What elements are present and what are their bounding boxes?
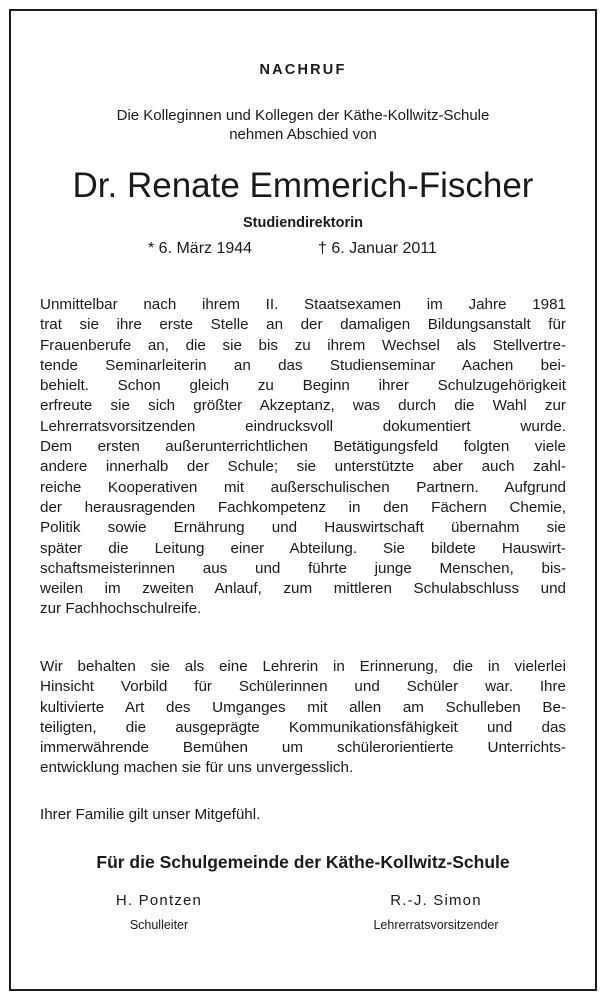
intro-line-2: nehmen Abschied von <box>229 126 377 143</box>
signer-council-chair <box>326 892 546 932</box>
paragraph-line: der herausragenden Fachkompetenz in den Fächern Chemie, <box>40 498 566 516</box>
paragraph-line: immerwährende Bemühen um schülerorientierte Unterrichts- <box>40 739 566 757</box>
paragraph-line: Politik sowie Ernährung und Hauswirtschaft übernahm sie <box>40 519 566 537</box>
signer-name: H. Pontzen <box>115 892 203 909</box>
signer-role: Schulleiter <box>129 918 189 932</box>
paragraph-line: Frauenberufe an, die sie bis zu ihrem Wechsel als Stellvertre- <box>40 336 566 354</box>
paragraph-line: Ihrer Familie gilt unser Mitgefühl. <box>40 806 261 823</box>
paragraph-line: kultivierte Art des Umganges mit allen am Schulleben Be- <box>40 698 566 716</box>
signer-principal <box>54 892 264 932</box>
deceased-title: Studiendirektorin <box>242 215 364 231</box>
deceased-name: Dr. Renate Emmerich-Fischer <box>72 166 534 205</box>
obituary-heading: NACHRUF <box>259 62 347 78</box>
paragraph-line: entwicklung machen sie für uns unvergesslich. <box>40 759 354 777</box>
paragraph-line: zur Fachhochschulreife. <box>40 600 202 618</box>
paragraph-line: teiligten, die ausgeprägte Kommunikationsfähigkeit und das <box>40 718 566 736</box>
paragraph-line: Lehrerratsvorsitzenden eindrucksvoll dokumentiert wurde. <box>40 417 566 435</box>
paragraph-line: später die Leitung einer Abteilung. Sie bildete Hauswirt- <box>40 539 566 557</box>
paragraph-line: trat sie ihre erste Stelle an der damaligen Bildungsanstalt für <box>40 316 566 334</box>
signer-name: R.-J. Simon <box>390 892 482 909</box>
intro-text <box>0 106 606 144</box>
paragraph-line: schaftsmeisterinnen aus und führte junge Menschen, bis- <box>40 559 566 577</box>
intro-line-1: Die Kolleginnen und Kollegen der Käthe-Kollwitz-Schule <box>116 107 490 124</box>
paragraph-career <box>40 295 566 620</box>
birth-date: * 6. März 1944 <box>148 240 253 257</box>
signoff-line: Für die Schulgemeinde der Käthe-Kollwitz-Schule <box>96 852 510 872</box>
signer-role: Lehrerratsvorsitzender <box>373 918 499 932</box>
paragraph-line: erfreute sie sich größter Akzeptanz, was durch die Wahl zur <box>40 397 566 415</box>
paragraph-line: Unmittelbar nach ihrem II. Staatsexamen im Jahre 1981 <box>40 296 566 313</box>
paragraph-line: weilen im zweiten Anlauf, zum mittleren Schulabschluss und <box>40 580 566 598</box>
paragraph-remembrance <box>40 657 566 779</box>
paragraph-line: Wir behalten sie als eine Lehrerin in Erinnerung, die in vielerlei <box>40 658 566 675</box>
paragraph-line: Hinsicht Vorbild für Schülerinnen und Schüler war. Ihre <box>40 678 566 696</box>
paragraph-line: Dem ersten außerunterrichtlichen Betätigungsfeld folgten viele <box>40 438 566 456</box>
paragraph-condolence <box>40 805 566 825</box>
paragraph-line: behielt. Schon gleich zu Beginn ihrer Schulzugehörigkeit <box>40 377 566 395</box>
paragraph-line: tende Seminarleiterin an das Studienseminar Aachen bei- <box>40 356 566 374</box>
life-dates <box>0 240 606 264</box>
paragraph-line: andere innerhalb der Schule; sie unterstützte aber auch zahl- <box>40 458 566 476</box>
paragraph-line: reiche Kooperativen mit außerschulischen Partnern. Aufgrund <box>40 478 566 496</box>
death-date: † 6. Januar 2011 <box>318 240 437 257</box>
